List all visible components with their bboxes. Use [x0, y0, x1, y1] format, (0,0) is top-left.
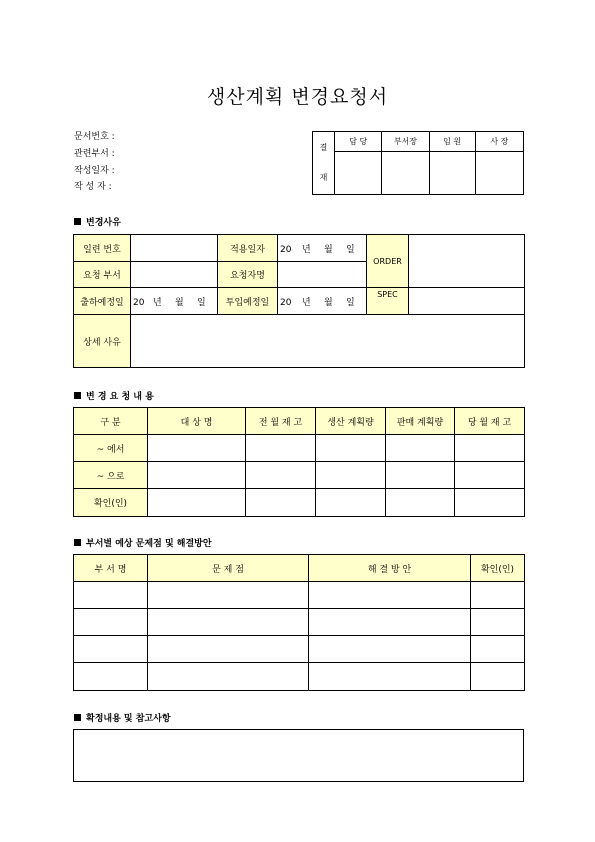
- input-date-label: 투입예정일: [218, 288, 278, 315]
- write-date-label: 작성일자 :: [74, 166, 115, 176]
- change-request-table: [73, 407, 525, 517]
- table-cell[interactable]: [309, 636, 471, 663]
- section-final-notes-title: [74, 711, 171, 724]
- approval-side-bottom: 재: [319, 173, 328, 182]
- col-header-production-plan: 생산 계획량: [316, 408, 386, 435]
- col-header-sales-plan: 판매 계획량: [386, 408, 455, 435]
- apply-date-field[interactable]: [278, 235, 367, 262]
- row-label-to: ~ 으로: [74, 462, 148, 489]
- table-row: [74, 636, 525, 663]
- day-unit: 일: [346, 297, 355, 308]
- final-notes-box[interactable]: [73, 729, 524, 782]
- col-header-confirm: 확인(인): [471, 555, 525, 582]
- col-header-solution: 해 결 방 안: [309, 555, 471, 582]
- table-cell[interactable]: [471, 636, 525, 663]
- year-prefix: 20: [280, 244, 292, 255]
- table-cell[interactable]: [74, 609, 148, 636]
- table-cell[interactable]: [74, 663, 148, 691]
- input-date-field[interactable]: [278, 288, 367, 315]
- square-bullet-icon: [74, 714, 81, 721]
- change-reason-table: [73, 234, 525, 368]
- author-label: 작 성 자 :: [74, 182, 112, 192]
- lot-number-label: 일련 번호: [74, 235, 131, 262]
- year-unit: 년: [302, 244, 311, 255]
- row-label-from: ~ 에서: [74, 435, 148, 462]
- table-row: [74, 489, 525, 517]
- approval-side-label: [313, 132, 335, 195]
- year-prefix: 20: [133, 297, 145, 308]
- request-dept-label: 요청 부서: [74, 262, 131, 288]
- table-cell[interactable]: [316, 462, 386, 489]
- col-header-problem: 문 제 점: [148, 555, 309, 582]
- square-bullet-icon: [74, 218, 81, 225]
- lot-number-field[interactable]: [131, 235, 218, 262]
- table-row: [74, 609, 525, 636]
- requester-label: 요청자명: [218, 262, 278, 288]
- col-header-dept: 부 서 명: [74, 555, 148, 582]
- apply-date-label: 적용일자: [218, 235, 278, 262]
- square-bullet-icon: [74, 539, 81, 546]
- section-title-text: 부서별 예상 문제점 및 해결방안: [86, 539, 212, 549]
- table-cell[interactable]: [455, 462, 525, 489]
- table-cell[interactable]: [148, 582, 309, 609]
- table-cell[interactable]: [386, 489, 455, 517]
- order-label: ORDER: [367, 235, 409, 288]
- ship-date-field[interactable]: [131, 288, 218, 315]
- table-cell[interactable]: [148, 462, 246, 489]
- table-cell[interactable]: [386, 435, 455, 462]
- table-cell[interactable]: [74, 636, 148, 663]
- doc-number-label: 문서번호 :: [74, 132, 115, 142]
- request-dept-field[interactable]: [131, 262, 218, 288]
- table-cell[interactable]: [148, 609, 309, 636]
- table-cell[interactable]: [246, 435, 316, 462]
- table-cell[interactable]: [246, 462, 316, 489]
- month-unit: 월: [324, 244, 333, 255]
- spec-label: SPEC: [367, 288, 409, 315]
- col-header-target: 대 상 명: [148, 408, 246, 435]
- ship-date-label: 출하예정일: [74, 288, 131, 315]
- year-unit: 년: [153, 297, 162, 308]
- year-unit: 년: [302, 297, 311, 308]
- table-row: [74, 462, 525, 489]
- month-unit: 월: [175, 297, 184, 308]
- approval-sign-executive[interactable]: [429, 152, 475, 195]
- approval-sign-president[interactable]: [475, 152, 523, 195]
- day-unit: 일: [197, 297, 206, 308]
- approval-table: [312, 131, 524, 195]
- dept-issues-table: [73, 554, 525, 691]
- month-unit: 월: [324, 297, 333, 308]
- table-cell[interactable]: [316, 489, 386, 517]
- table-cell[interactable]: [148, 489, 246, 517]
- table-cell[interactable]: [455, 489, 525, 517]
- row-label-confirm: 확인(인): [74, 489, 148, 517]
- table-cell[interactable]: [309, 609, 471, 636]
- approval-side-top: 결: [319, 143, 328, 152]
- approval-header-executive: 임 원: [429, 132, 475, 152]
- table-cell[interactable]: [148, 636, 309, 663]
- section-title-text: 확정내용 및 참고사항: [86, 714, 171, 724]
- table-row: [74, 582, 525, 609]
- table-cell[interactable]: [74, 582, 148, 609]
- table-cell[interactable]: [386, 462, 455, 489]
- approval-header-president: 사 장: [475, 132, 523, 152]
- col-header-prev-stock: 전 월 재 고: [246, 408, 316, 435]
- section-change-request-title: [74, 389, 154, 402]
- approval-header-manager: 부서장: [382, 132, 429, 152]
- approval-sign-staff[interactable]: [335, 152, 382, 195]
- table-cell[interactable]: [148, 435, 246, 462]
- year-prefix: 20: [280, 297, 292, 308]
- section-dept-issues-title: [74, 536, 212, 549]
- spec-field[interactable]: [409, 288, 525, 315]
- approval-header-staff: 담 당: [335, 132, 382, 152]
- requester-field[interactable]: [278, 262, 367, 288]
- table-cell[interactable]: [316, 435, 386, 462]
- col-header-current-stock: 당 월 재 고: [455, 408, 525, 435]
- approval-sign-manager[interactable]: [382, 152, 429, 195]
- table-cell[interactable]: [471, 663, 525, 691]
- table-cell[interactable]: [148, 663, 309, 691]
- table-cell[interactable]: [246, 489, 316, 517]
- square-bullet-icon: [74, 392, 81, 399]
- table-cell[interactable]: [455, 435, 525, 462]
- table-cell[interactable]: [309, 582, 471, 609]
- related-dept-label: 관련부서 :: [74, 149, 115, 159]
- day-unit: 일: [346, 244, 355, 255]
- table-row: [74, 435, 525, 462]
- col-header-category: 구 분: [74, 408, 148, 435]
- table-cell[interactable]: [309, 663, 471, 691]
- detail-reason-label: 상세 사유: [74, 315, 131, 368]
- detail-reason-field[interactable]: [131, 315, 525, 368]
- table-cell[interactable]: [471, 582, 525, 609]
- section-change-reason-title: [74, 215, 121, 228]
- table-row: [74, 663, 525, 691]
- order-field[interactable]: [409, 235, 525, 288]
- section-title-text: 변 경 요 청 내 용: [86, 392, 154, 402]
- table-cell[interactable]: [471, 609, 525, 636]
- page-title: 생산계획 변경요청서: [206, 86, 389, 108]
- section-title-text: 변경사유: [86, 218, 121, 228]
